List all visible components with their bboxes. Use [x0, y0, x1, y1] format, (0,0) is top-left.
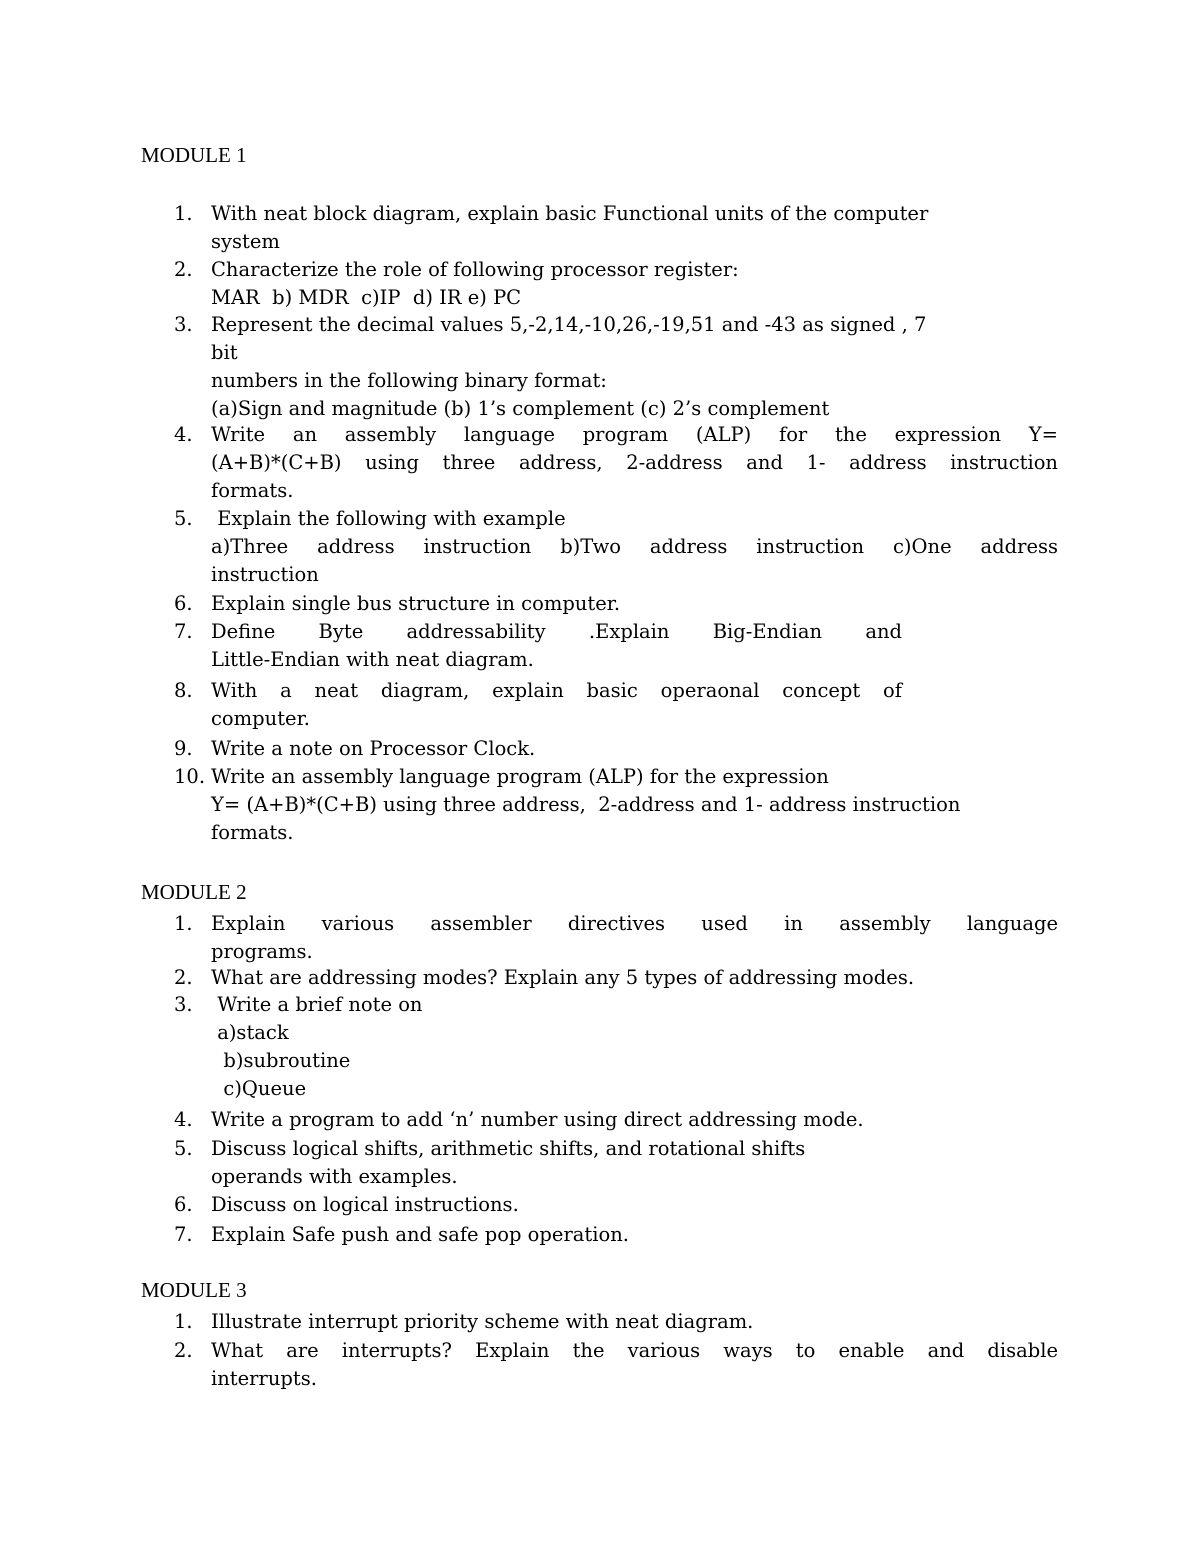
question-line: Write a note on Processor Clock.: [211, 737, 536, 760]
question-m2-6: [174, 1191, 1058, 1219]
question-line: Write an assembly language program (ALP) for the expression Y=: [211, 423, 1058, 446]
question-m1-7: [174, 618, 902, 674]
question-line: Discuss logical shifts, arithmetic shifts, and rotational shifts: [211, 1137, 806, 1160]
question-m1-1: [174, 200, 1058, 256]
question-line: Explain single bus structure in computer.: [211, 592, 621, 615]
question-line: computer.: [211, 707, 310, 730]
question-line: Represent the decimal values 5,-2,14,-10,26,-19,51 and -43 as signed , 7: [211, 313, 927, 336]
question-number: 5.: [174, 507, 193, 530]
question-m3-1: [174, 1308, 1058, 1336]
question-m1-4: [174, 421, 1058, 505]
question-line: numbers in the following binary format:: [211, 369, 607, 392]
question-m1-9: [174, 735, 1058, 763]
question-line: Characterize the role of following processor register:: [211, 258, 739, 281]
question-line: Y= (A+B)*(C+B) using three address, 2-address and 1- address instruction: [211, 793, 961, 816]
question-line: With a neat diagram, explain basic operaonal concept of: [211, 679, 902, 702]
question-m3-2: [174, 1337, 1058, 1393]
question-line: operands with examples.: [211, 1165, 458, 1188]
question-line: Write an assembly language program (ALP) for the expression: [211, 765, 829, 788]
module-1-heading: MODULE 1: [141, 143, 247, 167]
question-number: 7.: [174, 620, 193, 643]
question-number: 3.: [174, 313, 193, 336]
module-2-heading: MODULE 2: [141, 880, 247, 904]
question-line: Write a program to add ‘n’ number using direct addressing mode.: [211, 1108, 864, 1131]
question-line: a)Three address instruction b)Two address instruction c)One address: [211, 535, 1058, 558]
question-m1-2: [174, 256, 1058, 312]
question-line: What are addressing modes? Explain any 5 types of addressing modes.: [211, 966, 915, 989]
question-line: formats.: [211, 479, 294, 502]
question-line: Illustrate interrupt priority scheme with neat diagram.: [211, 1310, 754, 1333]
question-line: bit: [211, 341, 238, 364]
question-m1-5: [174, 505, 1058, 589]
question-line: Define Byte addressability .Explain Big-Endian and: [211, 620, 902, 643]
question-number: 9.: [174, 737, 193, 760]
question-number: 7.: [174, 1223, 193, 1246]
question-line: Little-Endian with neat diagram.: [211, 648, 534, 671]
question-number: 6.: [174, 592, 193, 615]
question-m1-3: [174, 311, 1058, 423]
question-line: system: [211, 230, 280, 253]
question-line: interrupts.: [211, 1367, 317, 1390]
question-line: MAR b) MDR c)IP d) IR e) PC: [211, 286, 522, 309]
question-m1-8: [174, 677, 902, 733]
question-number: 4.: [174, 423, 193, 446]
question-m2-4: [174, 1106, 1058, 1134]
question-number: 1.: [174, 912, 193, 935]
question-line: Explain the following with example: [211, 507, 566, 530]
question-line: b)subroutine: [211, 1049, 351, 1072]
question-number: 3.: [174, 993, 193, 1016]
question-line: programs.: [211, 940, 313, 963]
question-number: 1.: [174, 1310, 193, 1333]
question-number: 2.: [174, 966, 193, 989]
question-line: instruction: [211, 563, 319, 586]
module-3-heading: MODULE 3: [141, 1278, 247, 1302]
question-number: 10.: [174, 765, 206, 788]
question-number: 1.: [174, 202, 193, 225]
question-number: 4.: [174, 1108, 193, 1131]
question-m2-1: [174, 910, 1058, 966]
question-m1-6: [174, 590, 1058, 618]
question-number: 5.: [174, 1137, 193, 1160]
question-number: 2.: [174, 1339, 193, 1362]
question-line: Write a brief note on: [211, 993, 423, 1016]
question-line: What are interrupts? Explain the various ways to enable and disable: [211, 1339, 1058, 1362]
question-line: c)Queue: [211, 1077, 307, 1100]
question-line: formats.: [211, 821, 294, 844]
question-line: (a)Sign and magnitude (b) 1’s complement (c) 2’s complement: [211, 397, 830, 420]
question-number: 6.: [174, 1193, 193, 1216]
question-line: a)stack: [211, 1021, 289, 1044]
question-number: 8.: [174, 679, 193, 702]
question-m2-7: [174, 1221, 1058, 1249]
question-line: (A+B)*(C+B) using three address, 2-address and 1- address instruction: [211, 451, 1058, 474]
question-line: Explain Safe push and safe pop operation.: [211, 1223, 629, 1246]
question-m2-5: [174, 1135, 1058, 1191]
question-m2-2: [174, 964, 1058, 992]
question-line: Discuss on logical instructions.: [211, 1193, 519, 1216]
question-number: 2.: [174, 258, 193, 281]
question-line: With neat block diagram, explain basic Functional units of the computer: [211, 202, 929, 225]
question-m1-10: [174, 763, 1058, 847]
question-line: Explain various assembler directives used in assembly language: [211, 912, 1058, 935]
question-m2-3: [174, 991, 1058, 1103]
